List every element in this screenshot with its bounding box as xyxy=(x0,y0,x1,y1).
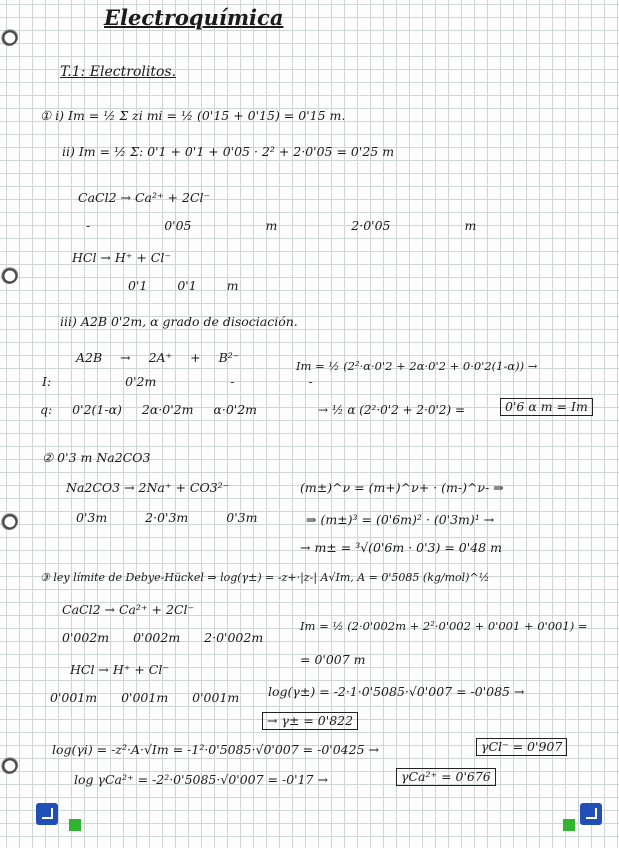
line-4: - 0'05 m 2·0'05 m xyxy=(86,218,477,233)
line-19: → m± = ³√(0'6m · 0'3) = 0'48 m xyxy=(300,540,502,555)
binder-hole xyxy=(0,28,18,46)
line-22: Im = ½ (2·0'002m + 2²·0'002 + 0'001 + 0'001) = xyxy=(300,619,588,633)
line-5: HCl → H⁺ + Cl⁻ xyxy=(72,250,171,265)
green-square-marker xyxy=(69,819,81,831)
page-corner-marker-left xyxy=(36,803,58,825)
line-29: log(γi) = -z²·A·√Im = -1²·0'5085·√0'007 = -0'0425 → xyxy=(52,742,379,757)
result-box-gamma-cl: γCl⁻ = 0'907 xyxy=(476,738,567,756)
green-square-marker xyxy=(563,819,575,831)
result-box-ionic-strength: 0'6 α m = Im xyxy=(500,398,593,416)
line-24: = 0'007 m xyxy=(300,652,366,667)
line-17: 0'3m 2·0'3m 0'3m xyxy=(76,510,258,525)
line-11: q: 0'2(1-α) 2α·0'2m α·0'2m xyxy=(40,402,258,417)
line-31: log γCa²⁺ = -2²·0'5085·√0'007 = -0'17 → xyxy=(74,772,328,787)
binder-hole xyxy=(0,756,18,774)
line-12: → ½ α (2²·0'2 + 2·0'2) = xyxy=(318,403,465,417)
line-18: ⇒ (m±)³ = (0'6m)² · (0'3m)¹ → xyxy=(306,512,495,527)
result-box-gamma-pm: → γ± = 0'822 xyxy=(262,712,358,730)
line-26: 0'001m 0'001m 0'001m xyxy=(50,690,240,705)
line-3: CaCl2 → Ca²⁺ + 2Cl⁻ xyxy=(78,190,211,205)
line-15: Na2CO3 → 2Na⁺ + CO3²⁻ xyxy=(66,480,230,495)
line-23: 0'002m 0'002m 2·0'002m xyxy=(62,630,264,645)
binder-hole xyxy=(0,266,18,284)
line-6: 0'1 0'1 m xyxy=(128,278,239,293)
section-title: T.1: Electrolitos. xyxy=(60,64,177,80)
line-8: A2B → 2A⁺ + B²⁻ xyxy=(76,350,240,365)
line-27: log(γ±) = -2·1·0'5085·√0'007 = -0'085 → xyxy=(268,684,525,699)
line-10: I: 0'2m - - xyxy=(42,374,313,389)
line-7: iii) A2B 0'2m, α grado de disociación. xyxy=(60,314,298,329)
line-1: ① i) Im = ½ Σ zi mi = ½ (0'15 + 0'15) = 0'15 m. xyxy=(40,108,346,123)
page-title: Electroquímica xyxy=(104,5,284,30)
line-14: ② 0'3 m Na2CO3 xyxy=(42,450,151,465)
line-2: ii) Im = ½ Σ: 0'1 + 0'1 + 0'05 · 2² + 2·0'05 = 0'25 m xyxy=(62,144,395,159)
page-corner-marker-right xyxy=(580,803,602,825)
line-21: CaCl2 → Ca²⁺ + 2Cl⁻ xyxy=(62,602,195,617)
binder-hole xyxy=(0,512,18,530)
line-16: (m±)^ν = (m+)^ν+ · (m-)^ν- ⇒ xyxy=(300,480,504,495)
line-9: Im = ½ (2²·α·0'2 + 2α·0'2 + 0·0'2(1-α)) → xyxy=(296,359,538,373)
line-25: HCl → H⁺ + Cl⁻ xyxy=(70,662,169,677)
line-20: ③ ley límite de Debye-Hückel ⇒ log(γ±) = -z+·|z-| A√Im, A = 0'5085 (kg/mol)^½ xyxy=(40,571,490,584)
result-box-gamma-ca: γCa²⁺ = 0'676 xyxy=(396,768,496,786)
scanner-badge xyxy=(590,832,616,842)
